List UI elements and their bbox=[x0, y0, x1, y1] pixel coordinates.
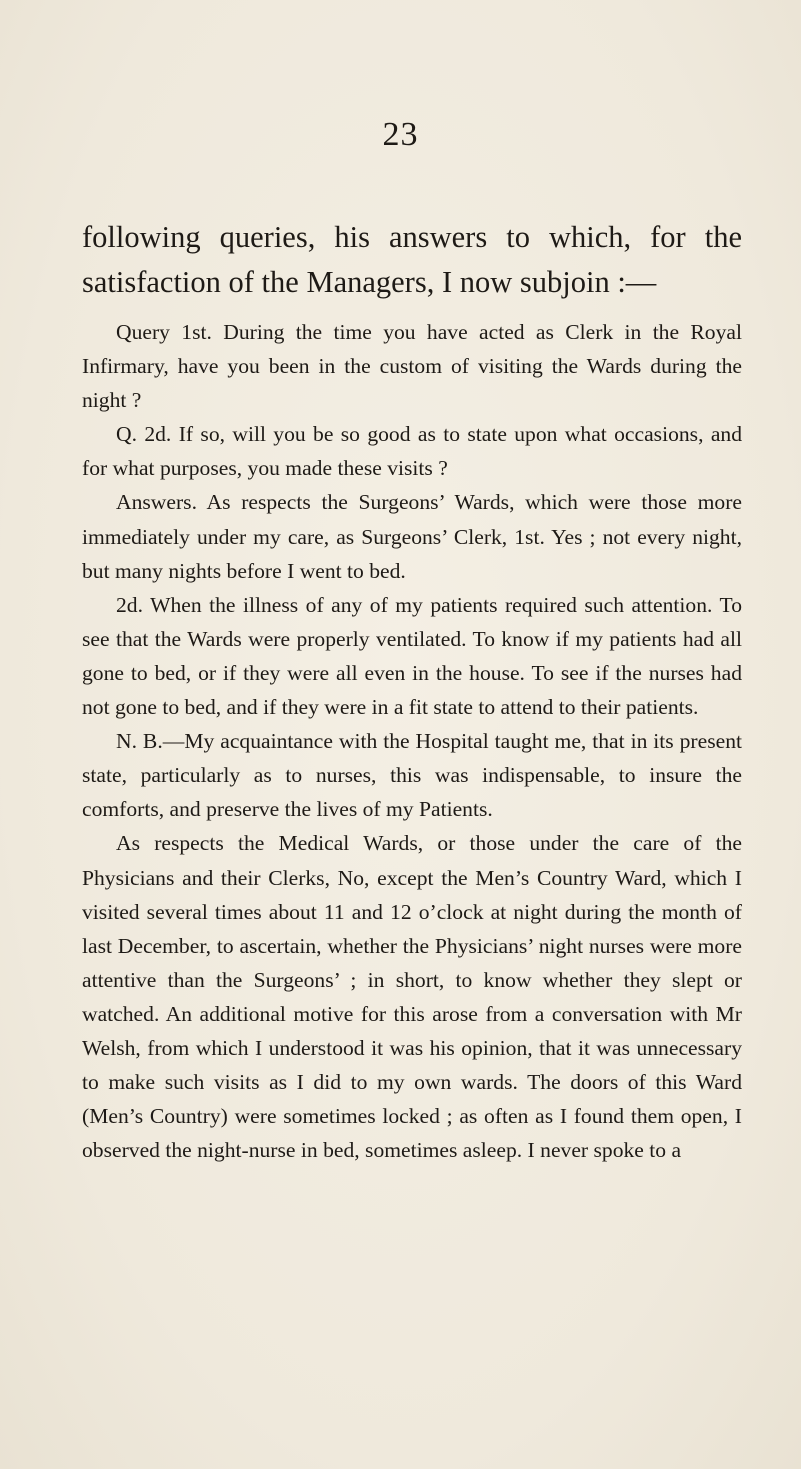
paragraph-medical-wards bbox=[82, 826, 742, 1167]
paragraph-answers bbox=[82, 485, 742, 587]
answer-2-text: When the illness of any of my patients required such attention. To see that the Wards were properly ventilated. To know if my patients had all gone to bed, or if they were all even in the house. To see if the nurses had not gone to bed, and if they were in a fit state to attend to their patients. bbox=[82, 592, 742, 720]
nota-bene-text: My acquaintance with the Hospital taught me, that in its present state, particularly as to nurses, this was indispensable, to insure the comforts, and preserve the lives of my Patients. bbox=[82, 729, 742, 822]
query-1-label: Query 1st. bbox=[116, 320, 212, 344]
intro-paragraph: following queries, his answers to which, for the satisfaction of the Managers, I now subjoin :— bbox=[82, 219, 742, 299]
query-2-label: Q. 2d. bbox=[116, 422, 172, 447]
page-number: 23 bbox=[382, 116, 419, 153]
answer-2-label: 2d. bbox=[116, 592, 143, 617]
query-2-text: If so, will you be so good as to state upon what occasions, and for what purposes, you made these visits ? bbox=[82, 422, 742, 481]
medical-wards-text: As respects the Medical Wards, or those under the care of the Physicians and their Clerks, No, except the Men’s Country Ward, which I visited several times about 11 and 12 o’clock at night during the month of last December, to ascertain, whether the Physicians’ night nurses were more attentive than the Surgeons’ ; in short, to know whether they slept or watched. An additional motive for this arose from a conversation with Mr Welsh, from which I understood it was his opinion, that it was unnecessary to make such visits as I did to my own wards. The doors of this Ward (Men’s Country) were sometimes locked ; as often as I found them open, I observed the night-nurse in bed, sometimes asleep. I never spoke to a bbox=[82, 831, 742, 1163]
paragraph-nota-bene bbox=[82, 724, 742, 826]
answers-text: As respects the Surgeons’ Wards, which were those more immediately under my care, as Surgeons’ Clerk, 1st. Yes ; not every night, but many nights before I went to bed. bbox=[82, 490, 742, 583]
answers-label: Answers. bbox=[116, 490, 197, 515]
nota-bene-label: N. B.— bbox=[116, 729, 185, 754]
paragraph-query-1 bbox=[82, 315, 742, 417]
paragraph-answer-2 bbox=[82, 588, 742, 724]
body-text bbox=[82, 315, 742, 1167]
query-1-text: During the time you have acted as Clerk in the Royal Infirmary, have you been in the custom of visiting the Wards during the night ? bbox=[82, 320, 742, 413]
paragraph-query-2 bbox=[82, 417, 742, 485]
